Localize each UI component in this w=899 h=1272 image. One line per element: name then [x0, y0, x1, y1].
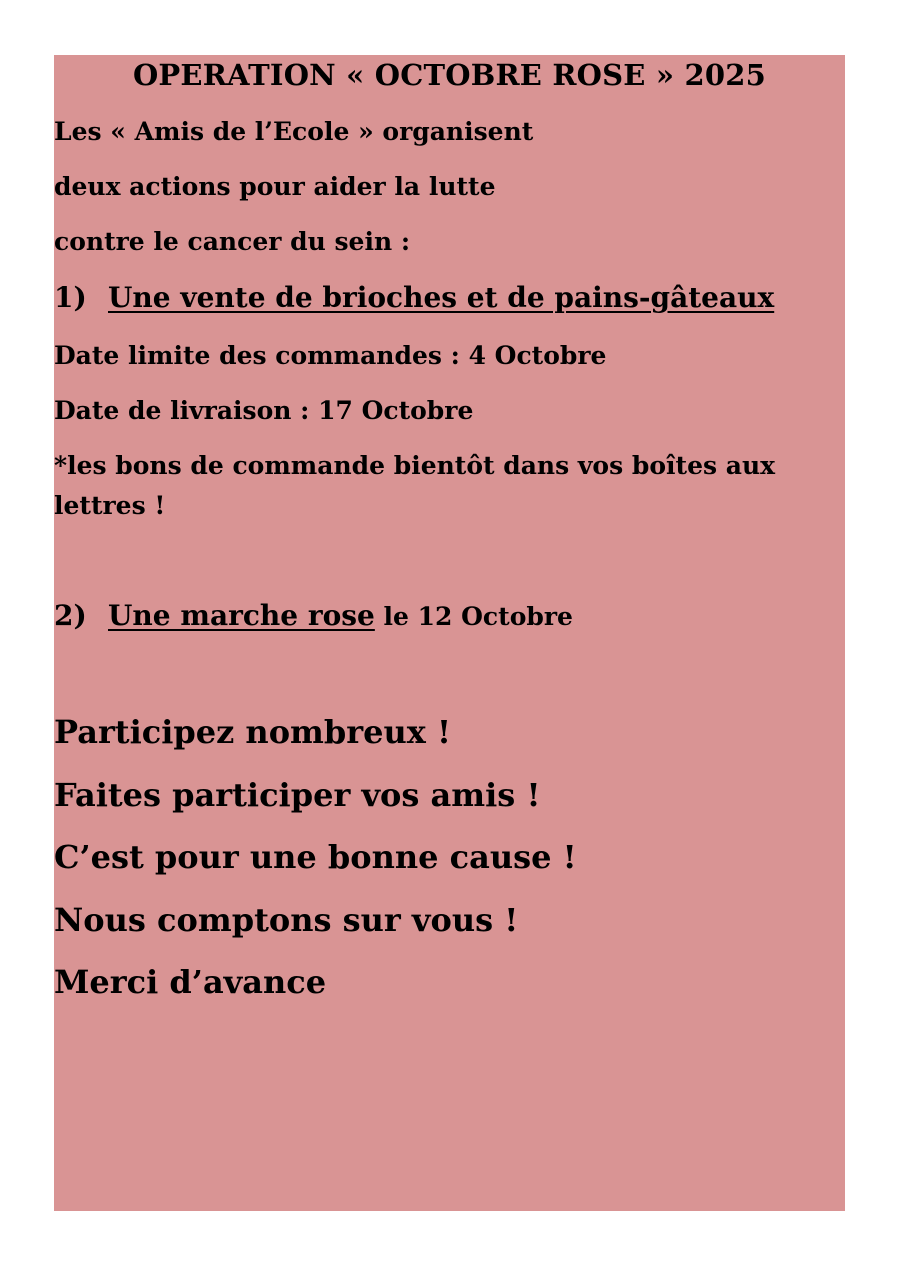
- action-1-heading: [54, 281, 775, 314]
- closing-line-3: C’est pour une bonne cause !: [54, 838, 577, 876]
- poster-panel: [54, 55, 845, 1211]
- action-1-title: Une vente de brioches et de pains-gâteaux: [108, 281, 775, 314]
- closing-line-1: Participez nombreux !: [54, 713, 452, 751]
- intro-line-3: contre le cancer du sein :: [54, 227, 411, 256]
- order-deadline: Date limite des commandes : 4 Octobre: [54, 341, 607, 370]
- intro-line-2: deux actions pour aider la lutte: [54, 172, 496, 201]
- poster-title: OPERATION « OCTOBRE ROSE » 2025: [132, 58, 767, 92]
- action-2-title: Une marche rose: [108, 599, 375, 632]
- intro-line-1: Les « Amis de l’Ecole » organisent: [54, 117, 534, 146]
- action-2-heading: [54, 599, 573, 632]
- action-2-number: 2): [54, 599, 87, 632]
- order-form-note-line-2: lettres !: [54, 491, 166, 520]
- closing-line-5: Merci d’avance: [54, 963, 327, 1001]
- closing-line-2: Faites participer vos amis !: [54, 776, 541, 814]
- delivery-date: Date de livraison : 17 Octobre: [54, 396, 474, 425]
- closing-line-4: Nous comptons sur vous !: [54, 901, 519, 939]
- action-2-date: le 12 Octobre: [374, 602, 573, 631]
- order-form-note-line-1: *les bons de commande bientôt dans vos boîtes aux: [54, 451, 776, 480]
- action-1-number: 1): [54, 281, 87, 314]
